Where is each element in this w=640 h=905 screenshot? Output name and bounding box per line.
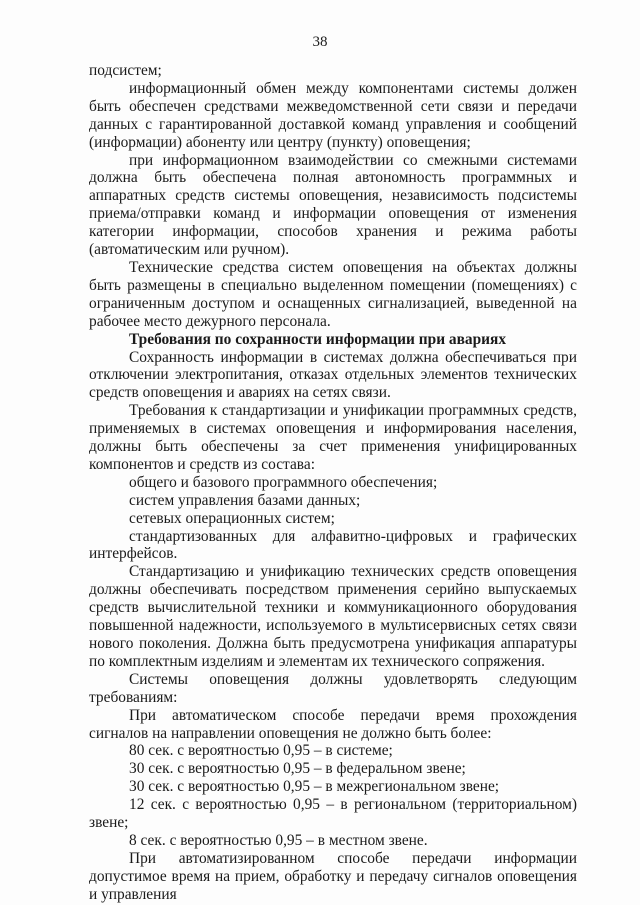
list-item: стандартизованных для алфавитно-цифровых и графических интерфейсов. <box>89 527 577 563</box>
list-item: общего и базового программного обеспечения; <box>129 473 438 491</box>
paragraph: информационный обмен между компонентами системы должен быть обеспечен средствами межведомственной сети связи и передачи данных с гарантированной доставкой команд управления и сообщений (информации) абоненту или центру (пункту) оповещения; <box>89 79 577 151</box>
paragraph: Сохранность информации в системах должна обеспечиваться при отключении электропитания, отказах отдельных элементов технических средств оповещения и авариях на сетях связи. <box>89 348 577 402</box>
paragraph: При автоматическом способе передачи время прохождения сигналов на направлении оповещения не должно быть более: <box>89 706 577 742</box>
paragraph: при информационном взаимодействии со смежными системами должна быть обеспечена полная автономность программных и аппаратных средств системы оповещения, независимость подсистемы приема/отправки команд и информации оповещения от изменения категории информации, способов хранения и режима работы (автоматическим или ручном). <box>89 151 577 259</box>
document-body <box>89 62 577 904</box>
section-heading: Требования по сохранности информации при авариях <box>129 330 507 348</box>
paragraph: подсистем; <box>89 62 162 79</box>
paragraph: Стандартизацию и унификацию технических средств оповещения должны обеспечивать посредством применения серийно выпускаемых средств вычислительной техники и коммуникационного оборудования повышенной надежности, используемого в мультисервисных сетях связи нового поколения. Должна быть предусмотрена унификация аппаратуры по комплектным изделиям и элементам их технического сопряжения. <box>89 563 577 670</box>
paragraph: Технические средства систем оповещения на объектах должны быть размещены в специально выделенном помещении (помещениях) с ограниченным доступом и оснащенных сигнализацией, выведенной на рабочее место дежурного персонала. <box>89 258 577 330</box>
list-item: 30 сек. с вероятностью 0,95 – в федеральном звене; <box>129 760 466 778</box>
page-number: 38 <box>312 34 328 50</box>
list-item: 12 сек. с вероятностью 0,95 – в региональном (территориальном) звене; <box>89 796 577 832</box>
list-item: 80 сек. с вероятностью 0,95 – в системе; <box>129 742 393 760</box>
list-item: 8 сек. с вероятностью 0,95 – в местном звене. <box>129 831 428 849</box>
list-item: сетевых операционных систем; <box>129 509 335 527</box>
paragraph: Системы оповещения должны удовлетворять следующим требованиям: <box>89 670 577 706</box>
list-item: систем управления базами данных; <box>129 491 361 509</box>
paragraph: При автоматизированном способе передачи информации допустимое время на прием, обработку и передачу сигналов оповещения и управления <box>89 849 577 903</box>
paragraph: Требования к стандартизации и унификации программных средств, применяемых в системах оповещения и информирования населения, должны быть обеспечены за счет применения унифицированных компонентов и средств из состава: <box>89 402 577 473</box>
list-item: 30 сек. с вероятностью 0,95 – в межрегиональном звене; <box>129 778 500 796</box>
